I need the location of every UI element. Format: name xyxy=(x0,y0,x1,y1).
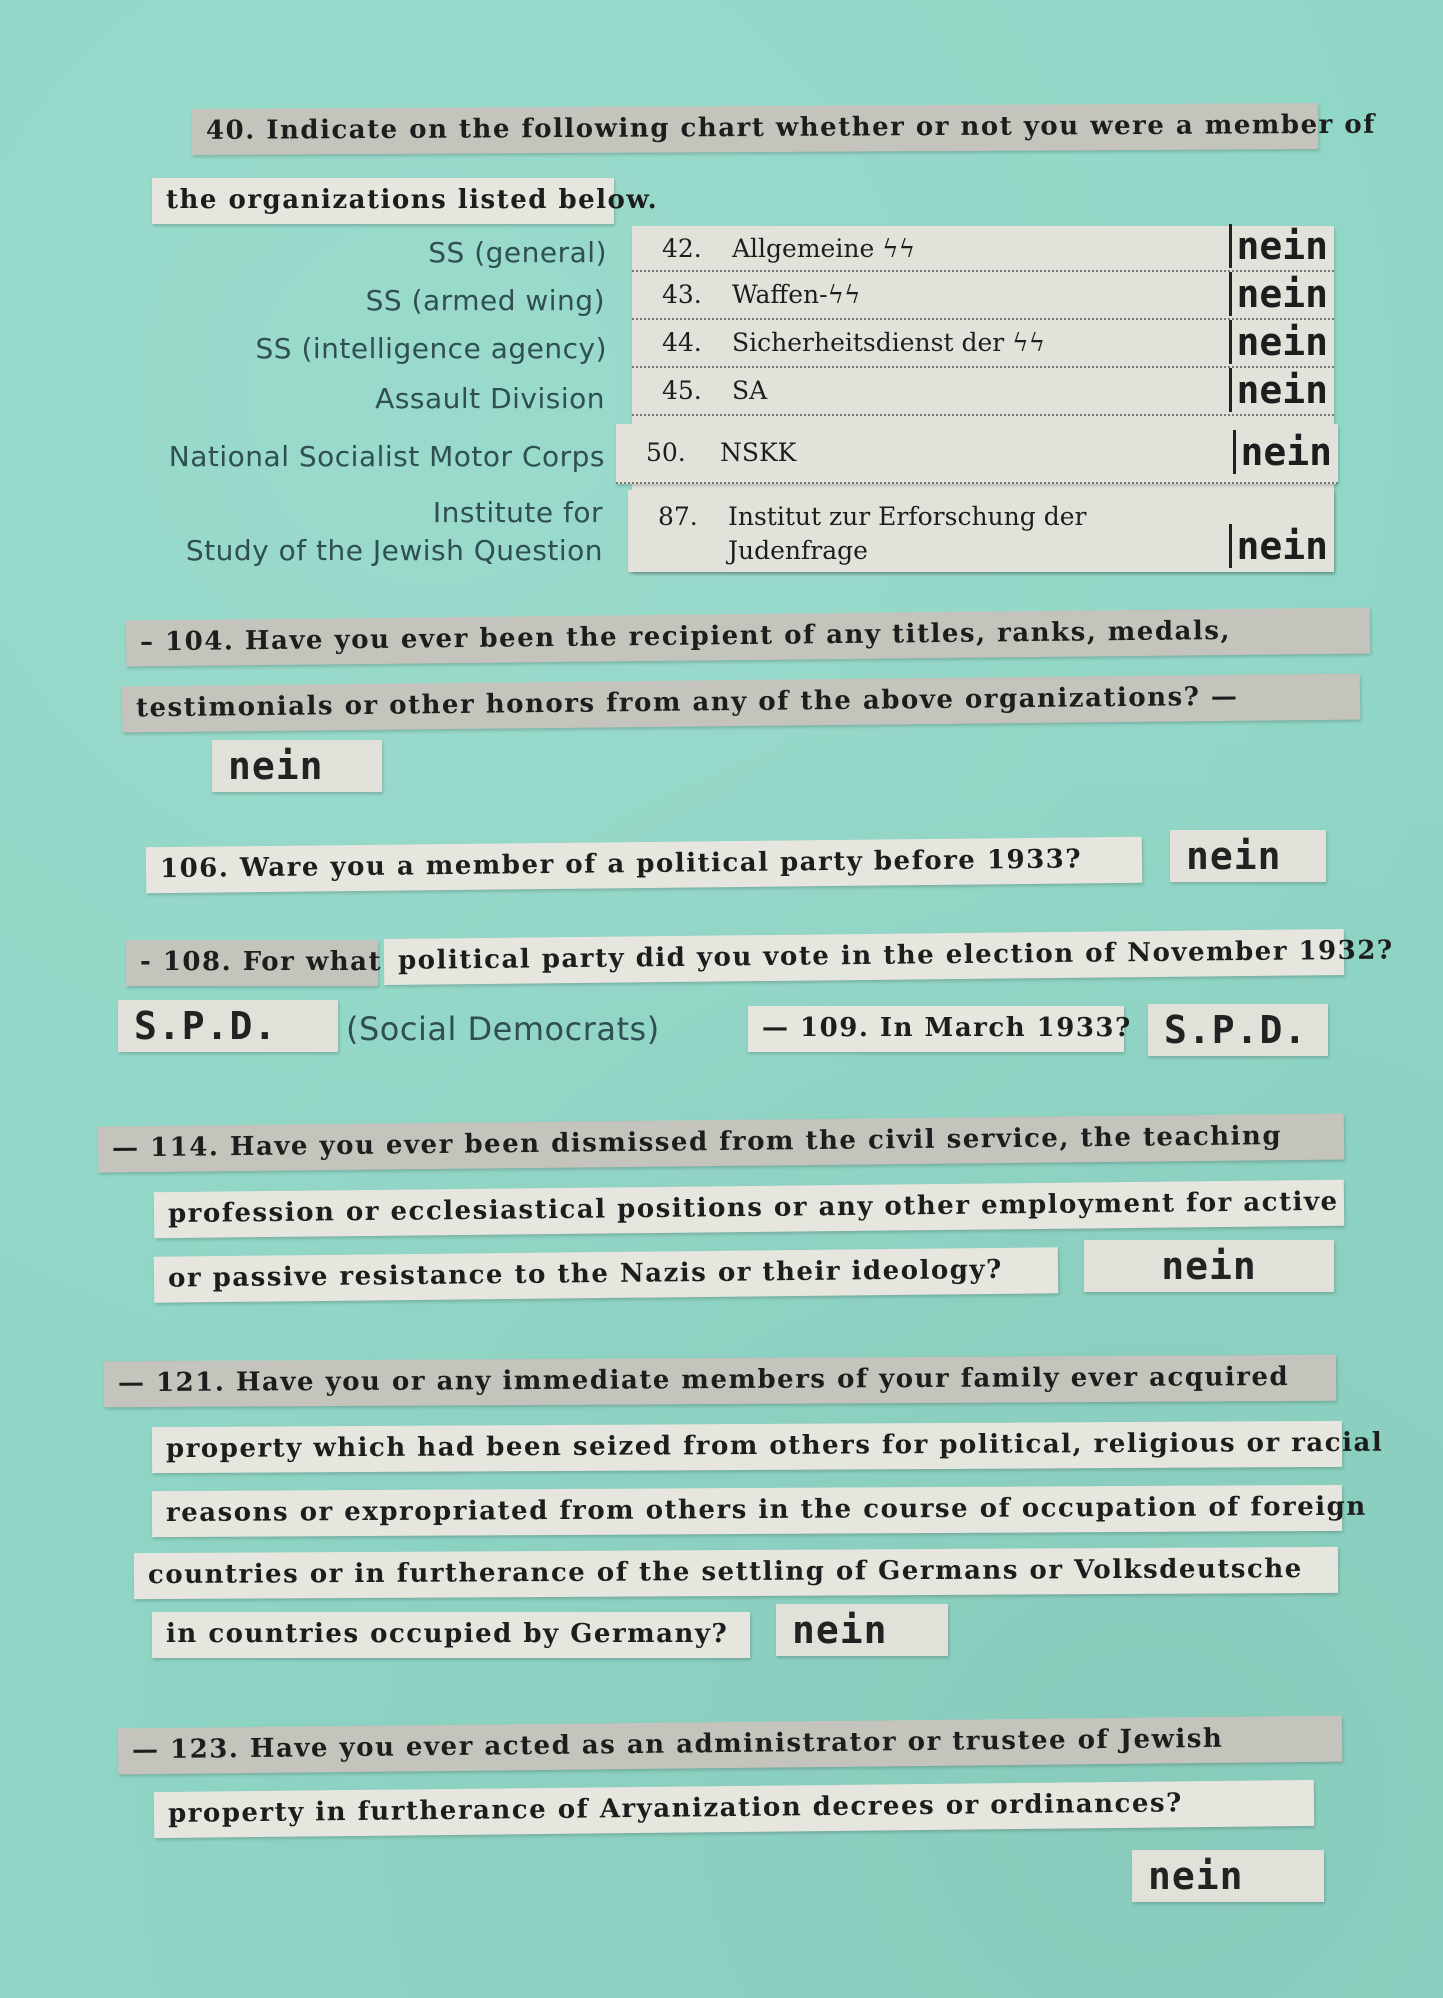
org-number: 50. xyxy=(646,438,686,467)
org-name-line2: Judenfrage xyxy=(728,536,868,565)
org-number: 42. xyxy=(662,234,702,263)
question-106: 106. Ware you a member of a political party before 1933? xyxy=(146,837,1142,893)
org-name-line1: Institut zur Erforschung der xyxy=(728,502,1087,531)
question-40-line1: 40. Indicate on the following chart whether or not you were a member of xyxy=(192,103,1318,155)
question-109: — 109. In March 1933? xyxy=(748,1006,1124,1052)
gloss-ss-intelligence: SS (intelligence agency) xyxy=(255,332,607,365)
question-121-line2: property which had been seized from others for political, religious or racial xyxy=(152,1421,1342,1473)
question-123-line1: — 123. Have you ever acted as an administrator or trustee of Jewish xyxy=(118,1716,1342,1775)
org-name: Waffen-ϟϟ xyxy=(732,280,861,309)
gloss-institute-line2: Study of the Jewish Question xyxy=(185,534,603,567)
question-108: political party did you vote in the election of November 1932? xyxy=(384,929,1344,985)
question-114-answer: nein xyxy=(1084,1240,1334,1292)
organization-table-institute xyxy=(628,490,1334,572)
org-name: Allgemeine ϟϟ xyxy=(732,234,916,263)
question-108-gloss: (Social Democrats) xyxy=(346,1010,660,1048)
org-answer: nein xyxy=(1229,368,1328,412)
question-121-line4: countries or in furtherance of the settling of Germans or Volksdeutsche xyxy=(134,1547,1338,1599)
org-row-institute xyxy=(628,490,1334,572)
question-109-answer: S.P.D. xyxy=(1148,1004,1328,1056)
org-row-sa xyxy=(632,368,1334,416)
question-123-answer: nein xyxy=(1132,1850,1324,1902)
question-114-line1: — 114. Have you ever been dismissed from the civil service, the teaching xyxy=(98,1113,1344,1172)
org-answer: nein xyxy=(1229,320,1328,364)
org-name: Sicherheitsdienst der ϟϟ xyxy=(732,328,1046,357)
question-121-answer: nein xyxy=(776,1604,948,1656)
gloss-ss-armed-wing: SS (armed wing) xyxy=(365,284,605,317)
org-number: 45. xyxy=(662,376,702,405)
organization-table-nskk xyxy=(616,424,1338,484)
question-114-line2: profession or ecclesiastical positions or any other employment for active xyxy=(154,1180,1344,1238)
org-row-waffen-ss xyxy=(632,272,1334,320)
question-121-line3: reasons or expropriated from others in the course of occupation of foreign xyxy=(152,1485,1342,1537)
gloss-ss-general: SS (general) xyxy=(428,236,607,269)
question-121-line5: in countries occupied by Germany? xyxy=(152,1612,750,1658)
question-106-answer: nein xyxy=(1170,830,1326,882)
question-121-line1: — 121. Have you or any immediate members of your family ever acquired xyxy=(104,1355,1336,1407)
question-123-line2: property in furtherance of Aryanization decrees or ordinances? xyxy=(154,1780,1314,1838)
org-number: 44. xyxy=(662,328,702,357)
org-row-allgemeine-ss xyxy=(632,226,1334,272)
gloss-institute-line1: Institute for xyxy=(432,496,603,529)
question-104-line2: testimonials or other honors from any of the above organizations? — xyxy=(122,674,1360,733)
question-40-line2: the organizations listed below. xyxy=(152,178,614,224)
question-108-prefix: - 108. For what xyxy=(126,940,378,986)
org-row-nskk xyxy=(616,424,1338,484)
org-answer: nein xyxy=(1229,224,1328,268)
org-row-sicherheitsdienst xyxy=(632,320,1334,368)
gloss-motor-corps: National Socialist Motor Corps xyxy=(168,440,605,473)
gloss-assault-division: Assault Division xyxy=(375,382,605,415)
org-number: 87. xyxy=(658,502,698,531)
org-answer: nein xyxy=(1229,272,1328,316)
org-number: 43. xyxy=(662,280,702,309)
question-108-answer: S.P.D. xyxy=(118,1000,338,1052)
org-name: SA xyxy=(732,376,768,405)
question-104-line1: – 104. Have you ever been the recipient of any titles, ranks, medals, xyxy=(126,607,1370,666)
org-answer: nein xyxy=(1229,524,1328,568)
question-104-answer: nein xyxy=(212,740,382,792)
org-name: NSKK xyxy=(720,438,797,467)
question-114-line3: or passive resistance to the Nazis or their ideology? xyxy=(154,1247,1058,1302)
org-answer: nein xyxy=(1233,430,1332,474)
